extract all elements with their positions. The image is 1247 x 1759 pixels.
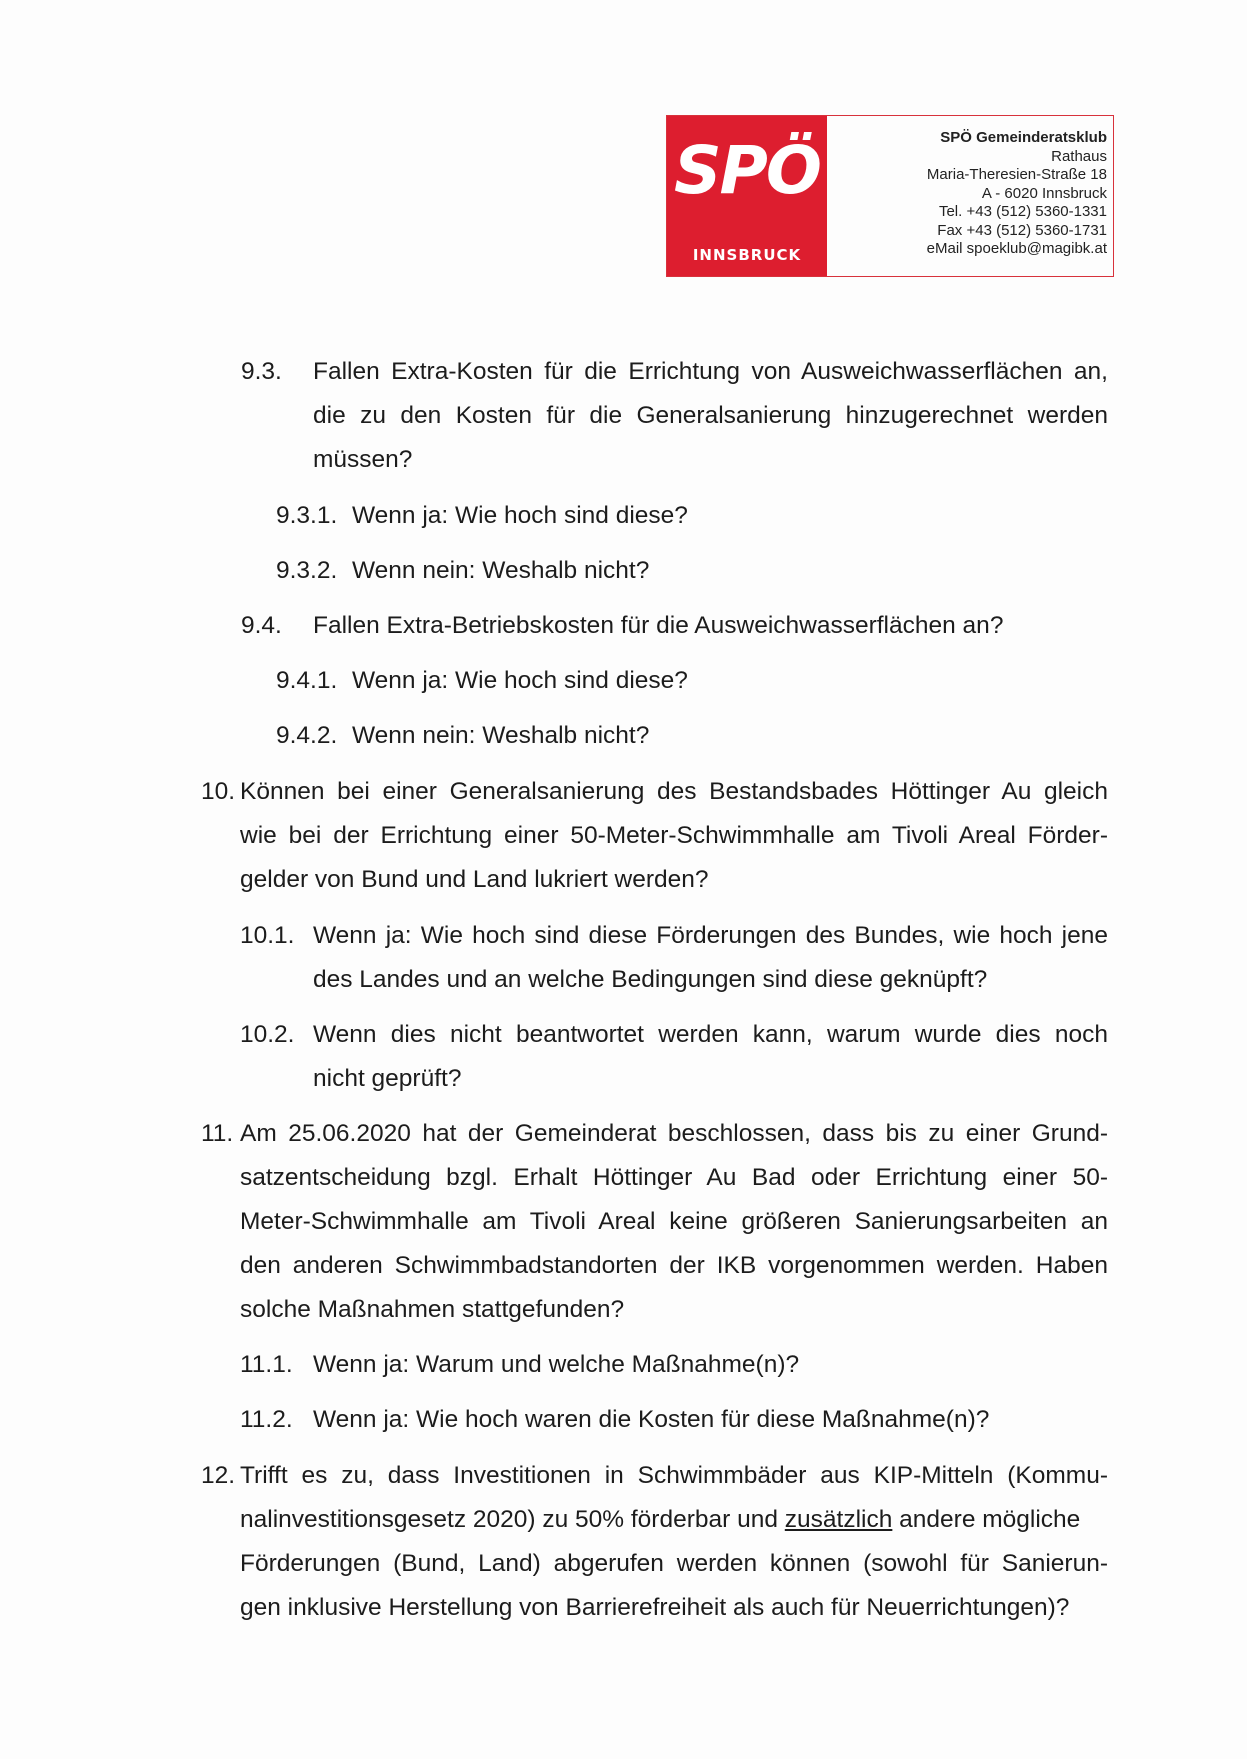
address-line: Tel. +43 (512) 5360-1331 bbox=[938, 203, 1107, 220]
item-number: 12. bbox=[201, 1462, 236, 1489]
item-text-line: Wenn ja: Wie hoch sind diese Förderungen des Bundes, wie hoch jene bbox=[313, 922, 1108, 949]
item-number: 9.3. bbox=[241, 358, 282, 385]
item-number: 10. bbox=[201, 778, 236, 805]
item-number: 9.4. bbox=[241, 612, 282, 639]
item-text-line: Wenn ja: Wie hoch sind diese? bbox=[352, 502, 688, 529]
item-text-line: Trifft es zu, dass Investitionen in Schwimmbäder aus KIP-Mitteln (Kommu- bbox=[240, 1462, 1108, 1489]
item-text-line: Wenn nein: Weshalb nicht? bbox=[352, 557, 650, 584]
item-text-line: Wenn ja: Wie hoch waren die Kosten für diese Maßnahme(n)? bbox=[313, 1406, 990, 1433]
item-text-line: wie bei der Errichtung einer 50-Meter-Schwimmhalle am Tivoli Areal Förder- bbox=[240, 822, 1108, 849]
item-text-line: den anderen Schwimmbadstandorten der IKB vorgenommen werden. Haben bbox=[240, 1252, 1108, 1279]
item-text-line: Meter-Schwimmhalle am Tivoli Areal keine größeren Sanierungsarbeiten an bbox=[240, 1208, 1108, 1235]
item-number: 9.3.1. bbox=[276, 502, 338, 529]
item-number: 11.2. bbox=[240, 1406, 293, 1433]
item-text-line: Wenn dies nicht beantwortet werden kann, warum wurde dies noch bbox=[313, 1021, 1108, 1048]
item-number: 11.1. bbox=[240, 1351, 293, 1378]
item-text-line: satzentscheidung bzgl. Erhalt Höttinger Au Bad oder Errichtung einer 50- bbox=[240, 1164, 1108, 1191]
item-text-fragment: nalinvestitionsgesetz 2020) zu 50% förderbar und bbox=[240, 1506, 785, 1533]
item-text-line: Können bei einer Generalsanierung des Bestandsbades Höttinger Au gleich bbox=[240, 778, 1108, 805]
item-number: 11. bbox=[201, 1120, 234, 1147]
item-number: 10.1. bbox=[240, 922, 295, 949]
address-line: A - 6020 Innsbruck bbox=[981, 184, 1107, 202]
item-text-line: gelder von Bund und Land lukriert werden? bbox=[240, 866, 709, 893]
item-text-line: Fallen Extra-Kosten für die Errichtung von Ausweichwasserflächen an, bbox=[313, 358, 1108, 385]
logo-text: SPÖ bbox=[673, 132, 820, 209]
contact-block bbox=[827, 116, 1113, 276]
underlined-word: zusätzlich bbox=[784, 1506, 893, 1533]
letterhead bbox=[666, 115, 1114, 277]
item-text-line: solche Maßnahmen stattgefunden? bbox=[240, 1296, 625, 1323]
item-text-line: des Landes und an welche Bedingungen sind diese geknüpft? bbox=[313, 966, 988, 993]
item-text-line-with-emphasis bbox=[240, 1506, 1080, 1534]
club-name: SPÖ Gemeinderatsklub bbox=[940, 129, 1107, 146]
address-line: Maria-Theresien-Straße 18 bbox=[926, 166, 1107, 183]
item-number: 9.3.2. bbox=[276, 557, 338, 584]
item-number: 9.4.1. bbox=[276, 667, 338, 694]
item-text-line: Wenn nein: Weshalb nicht? bbox=[352, 722, 650, 749]
address-line: Fax +43 (512) 5360-1731 bbox=[937, 221, 1107, 239]
item-number: 10.2. bbox=[240, 1021, 295, 1048]
item-text-line: gen inklusive Herstellung von Barrierefreiheit als auch für Neuerrichtungen)? bbox=[240, 1594, 1070, 1621]
item-text-line: Am 25.06.2020 hat der Gemeinderat beschlossen, dass bis zu einer Grund- bbox=[240, 1120, 1108, 1147]
item-number: 9.4.2. bbox=[276, 722, 338, 749]
item-text-line: Fallen Extra-Betriebskosten für die Ausweichwasserflächen an? bbox=[313, 612, 1004, 639]
spoe-innsbruck-logo bbox=[667, 116, 827, 276]
item-text-line: die zu den Kosten für die Generalsanierung hinzugerechnet werden bbox=[313, 402, 1108, 429]
item-text-line: nicht geprüft? bbox=[313, 1065, 462, 1092]
item-text-fragment: andere mögliche bbox=[892, 1506, 1081, 1533]
logo-subtext: INNSBRUCK bbox=[692, 246, 802, 264]
email-line: eMail spoeklub@magibk.at bbox=[926, 240, 1107, 257]
address-line: Rathaus bbox=[1051, 147, 1107, 165]
item-text-line: müssen? bbox=[313, 446, 413, 473]
item-text-line: Wenn ja: Warum und welche Maßnahme(n)? bbox=[313, 1351, 800, 1378]
item-text-line: Wenn ja: Wie hoch sind diese? bbox=[352, 667, 688, 694]
item-text-line: Förderungen (Bund, Land) abgerufen werden können (sowohl für Sanierun- bbox=[240, 1550, 1108, 1577]
